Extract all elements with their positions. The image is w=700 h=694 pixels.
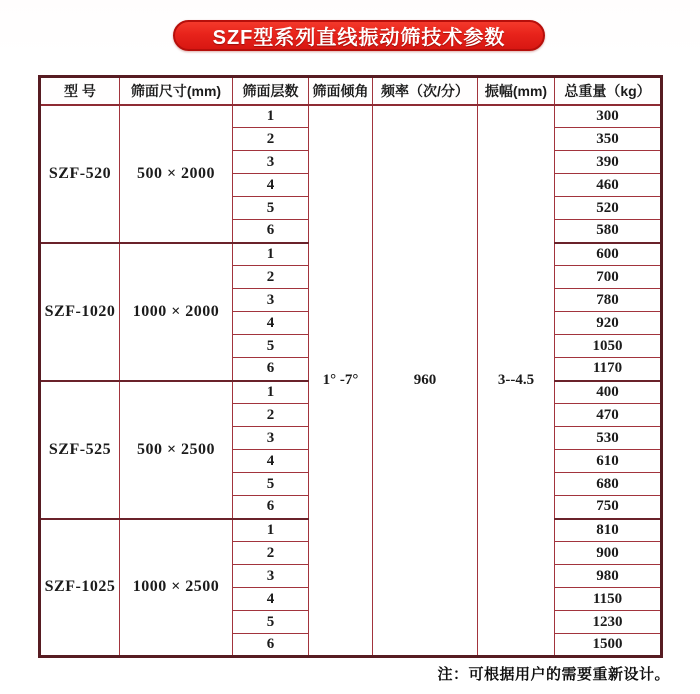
weight-cell: 530	[555, 427, 662, 450]
weight-cell: 610	[555, 450, 662, 473]
weight-cell: 920	[555, 312, 662, 335]
weight-cell: 300	[555, 105, 662, 128]
header-layers: 筛面层数	[233, 77, 309, 105]
weight-cell: 1230	[555, 611, 662, 634]
layer-cell: 1	[233, 105, 309, 128]
size-cell: 1000 × 2500	[120, 519, 233, 657]
size-cell: 500 × 2500	[120, 381, 233, 519]
page-title: SZF型系列直线振动筛技术参数	[212, 27, 506, 49]
table-header	[40, 77, 662, 105]
model-cell: SZF-520	[40, 105, 120, 243]
size-cell: 1000 × 2000	[120, 243, 233, 381]
weight-cell: 350	[555, 128, 662, 151]
layer-cell: 4	[233, 174, 309, 197]
header-model: 型 号	[40, 77, 120, 105]
header-frequency: 频率（次/分）	[373, 77, 478, 105]
weight-cell: 470	[555, 404, 662, 427]
weight-cell: 1170	[555, 358, 662, 381]
layer-cell: 2	[233, 128, 309, 151]
layer-cell: 1	[233, 243, 309, 266]
title-banner	[173, 20, 545, 51]
layer-cell: 5	[233, 197, 309, 220]
weight-cell: 780	[555, 289, 662, 312]
weight-cell: 700	[555, 266, 662, 289]
layer-cell: 6	[233, 496, 309, 519]
layer-cell: 1	[233, 519, 309, 542]
layer-cell: 6	[233, 634, 309, 657]
layer-cell: 3	[233, 289, 309, 312]
weight-cell: 600	[555, 243, 662, 266]
weight-cell: 980	[555, 565, 662, 588]
weight-cell: 1500	[555, 634, 662, 657]
header-amplitude: 振幅(mm)	[478, 77, 555, 105]
weight-cell: 390	[555, 151, 662, 174]
header-incline: 筛面倾角	[309, 77, 373, 105]
layer-cell: 2	[233, 404, 309, 427]
table-body	[40, 105, 662, 657]
layer-cell: 6	[233, 358, 309, 381]
layer-cell: 3	[233, 151, 309, 174]
frequency-cell: 960	[373, 105, 478, 657]
spec-table	[38, 75, 663, 658]
layer-cell: 3	[233, 565, 309, 588]
layer-cell: 6	[233, 220, 309, 243]
size-cell: 500 × 2000	[120, 105, 233, 243]
header-weight: 总重量（kg）	[555, 77, 662, 105]
weight-cell: 460	[555, 174, 662, 197]
model-cell: SZF-1020	[40, 243, 120, 381]
layer-cell: 3	[233, 427, 309, 450]
layer-cell: 5	[233, 611, 309, 634]
weight-cell: 1050	[555, 335, 662, 358]
model-cell: SZF-1025	[40, 519, 120, 657]
weight-cell: 520	[555, 197, 662, 220]
model-cell: SZF-525	[40, 381, 120, 519]
footnote: 注：可根据用户的需要重新设计。	[437, 666, 670, 683]
incline-cell: 1° -7°	[309, 105, 373, 657]
layer-cell: 4	[233, 312, 309, 335]
weight-cell: 680	[555, 473, 662, 496]
layer-cell: 5	[233, 473, 309, 496]
weight-cell: 1150	[555, 588, 662, 611]
table-row	[40, 105, 662, 128]
layer-cell: 4	[233, 588, 309, 611]
layer-cell: 2	[233, 542, 309, 565]
layer-cell: 4	[233, 450, 309, 473]
weight-cell: 810	[555, 519, 662, 542]
weight-cell: 580	[555, 220, 662, 243]
layer-cell: 1	[233, 381, 309, 404]
amplitude-cell: 3--4.5	[478, 105, 555, 657]
layer-cell: 5	[233, 335, 309, 358]
header-size: 筛面尺寸(mm)	[120, 77, 233, 105]
weight-cell: 750	[555, 496, 662, 519]
weight-cell: 400	[555, 381, 662, 404]
weight-cell: 900	[555, 542, 662, 565]
layer-cell: 2	[233, 266, 309, 289]
